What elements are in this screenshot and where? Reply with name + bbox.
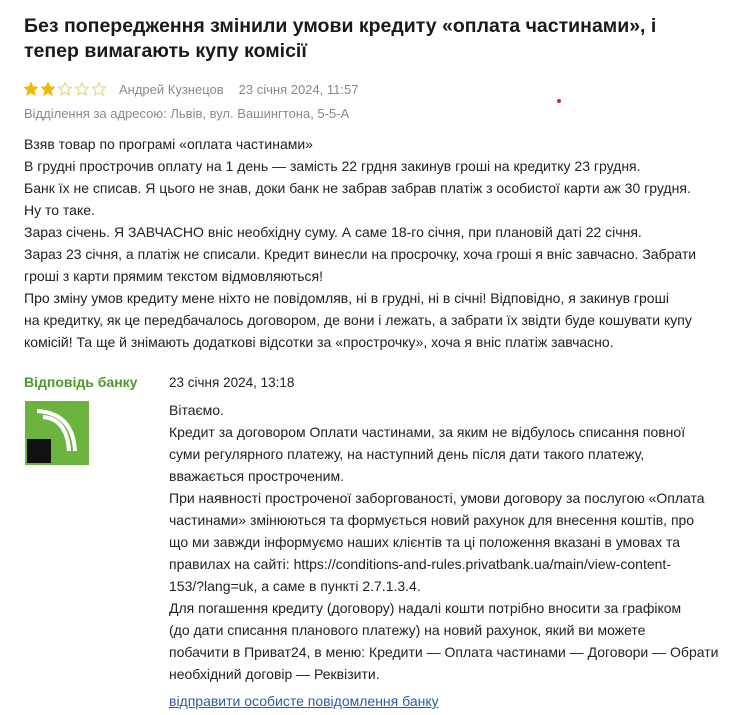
bank-response-label: Відповідь банку [24,374,138,390]
review-date: 23 січня 2024, 11:57 [238,81,359,97]
bank-response-date: 23 січня 2024, 13:18 [169,375,295,390]
review-text-line: гроші з карти прямим текстом відмовляються! [24,268,324,284]
author-name[interactable]: Андрей Кузнецов [119,81,224,97]
response-text-line: суми регулярного платежу, на наступний день після дати такого платежу, [169,446,645,462]
response-text-line: (до дати списання планового платежу) на новий рахунок, який ви можете [169,622,646,638]
review-text-line: Банк їх не списав. Я цього не знав, доки банк не забрав забрав платіж з особистої карти аж 30 грудня. [24,180,691,196]
response-text-line: 153/?lang=uk, а саме в пункті 2.7.1.3.4. [169,578,421,594]
star-empty-icon [75,82,89,96]
response-text-line: побачити в Приват24, в меню: Кредити — Оплата частинами — Договори — Обрати [169,644,719,660]
response-text-line: вважається простроченим. [169,468,344,484]
review-text-line: В грудні прострочив оплату на 1 день — замість 22 грдня закинув гроші на кредитку 23 грудня. [24,158,641,174]
star-empty-icon [92,82,106,96]
response-text-line: частинами» змінюються та формується новий рахунок для внесення коштів, про [169,512,695,528]
review-body [24,133,714,353]
response-text-line: Вітаємо. [169,402,224,418]
response-text-line: необхідний договір — Реквізити. [169,666,380,682]
red-dot-marker [557,99,561,103]
review-text-line: Про зміну умов кредиту мене ніхто не повідомляв, ні в грудні, ні в січні! Відповідно, я закинув гроші [24,290,669,306]
review-text-line: на кредитку, як це передбачалось договором, де вони і лежать, а забрати їх звідти буде кошувати купу [24,312,692,328]
response-text-line: При наявності простроченої заборгованості, умови договору за послугою «Оплата [169,490,705,506]
privatbank-logo-icon [25,401,89,465]
star-filled-icon [24,82,38,96]
response-text-line: Кредит за договором Оплати частинами, за яким не відбулось списання повної [169,424,686,440]
response-text-line: Для погашення кредиту (договору) надалі кошти потрібно вносити за графіком [169,600,682,616]
send-private-message-link[interactable]: відправити особисте повідомлення банку [169,693,439,709]
response-text-line: що ми завжди інформуємо наших клієнтів та ці положення вказані в умовах та [169,534,681,550]
review-text-line: Ну то таке. [24,202,95,218]
response-text-line: правилах на сайті: https://conditions-and-rules.privatbank.ua/main/view-content- [169,556,671,572]
review-text-line: Зараз січень. Я ЗАВЧАСНО вніс необхідну суму. А саме 18-го січня, при плановій даті 22 січня. [24,224,642,240]
branch-address: Відділення за адресою: Львів, вул. Вашингтона, 5-5-А [24,106,350,121]
review-title: Без попередження змінили умови кредиту «оплата частинами», і тепер вимагають купу комісії [24,15,657,62]
star-empty-icon [58,82,72,96]
star-filled-icon [41,82,55,96]
review-text-line: комісій! Та ще й знімають додаткові відсотки за «прострочку», хоча я вніс платіж завчасно. [24,334,614,350]
rating-stars [24,82,106,96]
review-text-line: Зараз 23 січня, а платіж не списали. Кредит винесли на просрочку, хоча гроші я вніс завчасно. Забрати [24,246,697,262]
review-text-line: Взяв товар по програмі «оплата частинами» [24,136,313,152]
bank-response-body [169,399,719,685]
review-meta [24,80,358,98]
